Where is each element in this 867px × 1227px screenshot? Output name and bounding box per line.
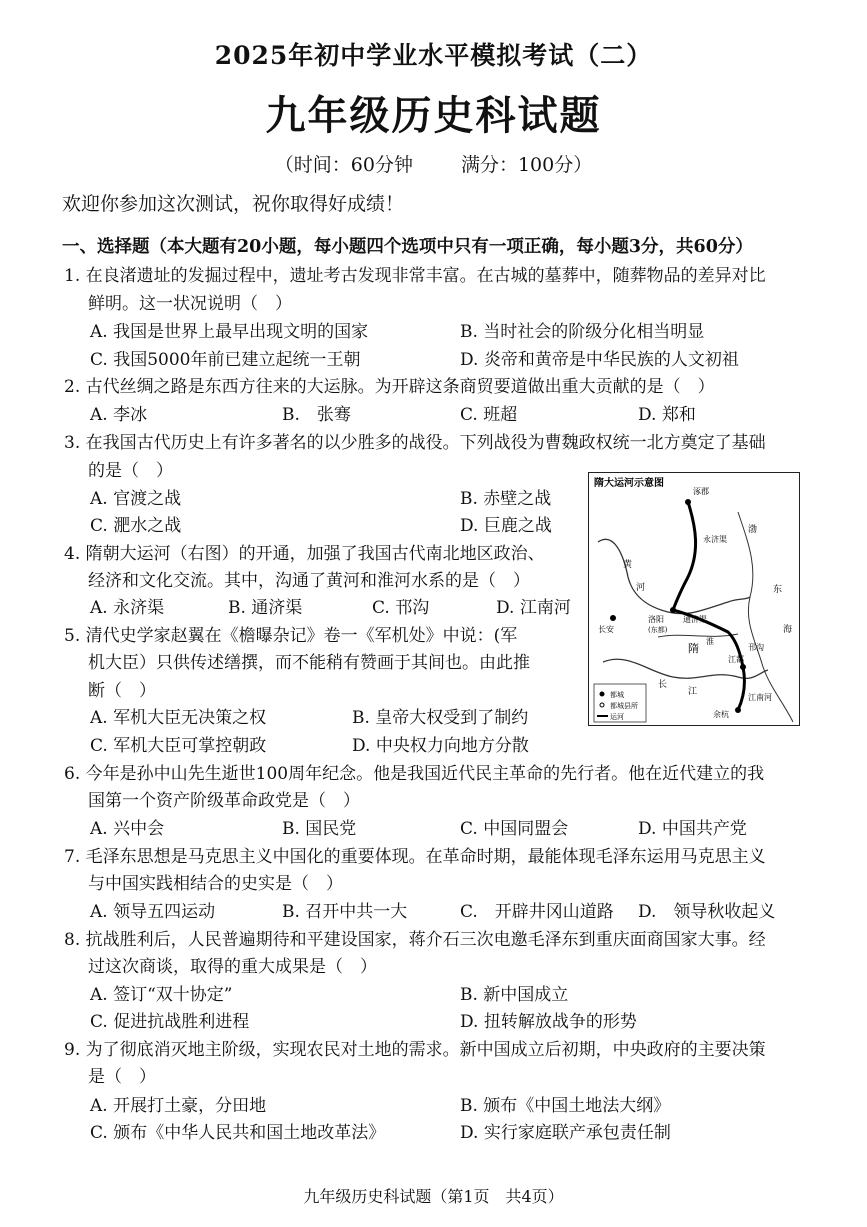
q9-option-b: B. 颁布《中国土地法大纲》 (460, 1096, 671, 1116)
svg-text:江: 江 (688, 687, 698, 697)
q4-line1: 4. 隋朝大运河（右图）的开通，加强了我国古代南北地区政治、 (64, 544, 545, 564)
q8-line2: 过这次商谈，取得的重大成果是（ ） (88, 957, 377, 977)
svg-text:都城县所: 都城县所 (610, 702, 638, 710)
q4-line2: 经济和文化交流。其中，沟通了黄河和淮河水系的是（ ） (88, 571, 530, 591)
q6-option-b: B. 国民党 (282, 819, 357, 839)
grand-canal-map (588, 472, 800, 726)
q4-option-d: D. 江南河 (496, 598, 571, 618)
svg-text:(东都): (东都) (648, 626, 668, 634)
svg-text:渤: 渤 (748, 525, 758, 535)
q5-option-d: D. 中央权力向地方分散 (352, 736, 529, 756)
jiangdu-marker (740, 664, 746, 670)
q5-line3: 断（ ） (88, 681, 156, 701)
svg-text:江南河: 江南河 (748, 693, 772, 702)
q3-option-b: B. 赤壁之战 (460, 489, 552, 509)
q4-option-b: B. 通济渠 (228, 598, 303, 618)
q6-line1: 6. 今年是孙中山先生逝世100周年纪念。他是我国近代民主革命的先行者。他在近代建立的我 (64, 764, 765, 784)
svg-text:海: 海 (783, 625, 793, 635)
q2-option-d: D. 郑和 (638, 405, 696, 425)
q1-option-c: C. 我国5000年前已建立起统一王朝 (90, 350, 361, 370)
q7-line1: 7. 毛泽东思想是马克思主义中国化的重要体现。在革命时期，最能体现毛泽东运用马克思主义 (64, 847, 766, 867)
luoyang-marker (670, 607, 676, 613)
q8-option-c: C. 促进抗战胜利进程 (90, 1012, 250, 1032)
q5-option-c: C. 军机大臣可掌控朝政 (90, 736, 267, 756)
svg-text:长安: 长安 (598, 625, 614, 634)
q8-option-a: A. 签订“双十协定” (90, 985, 233, 1005)
svg-text:隋: 隋 (688, 642, 699, 655)
q6-option-a: A. 兴中会 (90, 819, 165, 839)
q1-line2: 鲜明。这一状况说明（ ） (88, 294, 292, 314)
q1-option-a: A. 我国是世界上最早出现文明的国家 (90, 322, 369, 342)
zhuojun-marker (685, 499, 691, 505)
svg-text:永济渠: 永济渠 (703, 535, 727, 544)
svg-text:余杭: 余杭 (713, 710, 729, 719)
q6-option-c: C. 中国同盟会 (460, 819, 569, 839)
q9-option-d: D. 实行家庭联产承包责任制 (460, 1123, 671, 1143)
q7-option-d: D. 领导秋收起义 (638, 902, 776, 922)
q9-line2: 是（ ） (88, 1067, 156, 1087)
q9-option-a: A. 开展打土豪，分田地 (90, 1096, 267, 1116)
page-footer: 九年级历史科试题（第1页 共4页） (303, 1187, 564, 1206)
q3-line1: 3. 在我国古代历史上有许多著名的以少胜多的战役。下列战役为曹魏政权统一北方奠定了基础 (64, 433, 766, 453)
svg-text:涿郡: 涿郡 (693, 487, 709, 496)
time-label: （时间：60分钟 (274, 154, 413, 176)
svg-text:运河: 运河 (610, 713, 624, 721)
q3-option-a: A. 官渡之战 (90, 489, 182, 509)
q6-line2: 国第一个资产阶级革命政党是（ ） (88, 791, 360, 811)
svg-text:邗沟: 邗沟 (748, 643, 764, 652)
score-label: 满分：100分） (460, 154, 593, 176)
q8-option-b: B. 新中国成立 (460, 985, 569, 1005)
paper-title: 九年级历史科试题 (265, 92, 602, 139)
svg-text:黄: 黄 (623, 560, 633, 570)
svg-text:河: 河 (636, 583, 646, 593)
q7-option-a: A. 领导五四运动 (90, 902, 216, 922)
q7-line2: 与中国实践相结合的史实是（ ） (88, 874, 343, 894)
svg-text:淮: 淮 (706, 637, 714, 646)
svg-text:洛阳: 洛阳 (648, 615, 664, 624)
changan-marker (610, 615, 616, 621)
yuhang-marker (735, 707, 741, 713)
time-score-line (0, 150, 867, 177)
q7-option-c: C. 开辟井冈山道路 (460, 902, 614, 922)
q5-option-a: A. 军机大臣无决策之权 (90, 708, 267, 728)
q7-option-b: B. 召开中共一大 (282, 902, 408, 922)
section-title: 一、选择题（本大题有20小题，每小题四个选项中只有一项正确，每小题3分，共60分） (62, 237, 753, 257)
q2-line1: 2. 古代丝绸之路是东西方往来的大运脉。为开辟这条商贸要道做出重大贡献的是（ ） (64, 377, 715, 397)
q8-line1: 8. 抗战胜利后，人民普遍期待和平建设国家，蒋介石三次电邀毛泽东到重庆面商国家大事。经 (64, 930, 766, 950)
q9-line1: 9. 为了彻底消灭地主阶级，实现农民对土地的需求。新中国成立后初期，中央政府的主要决策 (64, 1040, 766, 1060)
welcome-text: 欢迎你参加这次测试，祝你取得好成绩！ (62, 193, 405, 215)
map-title: 隋大运河示意图 (594, 478, 664, 489)
exam-title: 2025年初中学业水平模拟考试（二） (214, 41, 653, 70)
q1-option-b: B. 当时社会的阶级分化相当明显 (460, 322, 705, 342)
q6-option-d: D. 中国共产党 (638, 819, 747, 839)
q2-option-b: B. 张骞 (282, 405, 351, 425)
q3-option-d: D. 巨鹿之战 (460, 516, 552, 536)
svg-text:通济渠: 通济渠 (683, 615, 707, 624)
q4-option-a: A. 永济渠 (90, 598, 165, 618)
q1-line1: 1. 在良渚遗址的发掘过程中，遗址考古发现非常丰富。在古城的墓葬中，随葬物品的差异对比 (64, 266, 766, 286)
q2-option-c: C. 班超 (460, 405, 518, 425)
q3-option-c: C. 淝水之战 (90, 516, 182, 536)
q4-option-c: C. 邗沟 (372, 598, 430, 618)
svg-text:都城: 都城 (610, 691, 624, 699)
svg-text:长: 长 (658, 680, 668, 690)
svg-text:东: 东 (773, 585, 783, 595)
svg-text:江都: 江都 (728, 655, 744, 664)
q2-option-a: A. 李冰 (90, 405, 148, 425)
q5-option-b: B. 皇帝大权受到了制约 (352, 708, 529, 728)
q5-line2: 机大臣）只供传述缮撰，而不能稍有赞画于其间也。由此推 (88, 653, 530, 673)
q3-line2: 的是（ ） (88, 461, 173, 481)
q9-option-c: C. 颁布《中华人民共和国土地改革法》 (90, 1123, 386, 1143)
q1-option-d: D. 炎帝和黄帝是中华民族的人文初祖 (460, 350, 739, 370)
q5-line1: 5. 清代史学家赵翼在《檐曝杂记》卷一《军机处》中说：(军 (64, 626, 518, 646)
q8-option-d: D. 扭转解放战争的形势 (460, 1012, 637, 1032)
